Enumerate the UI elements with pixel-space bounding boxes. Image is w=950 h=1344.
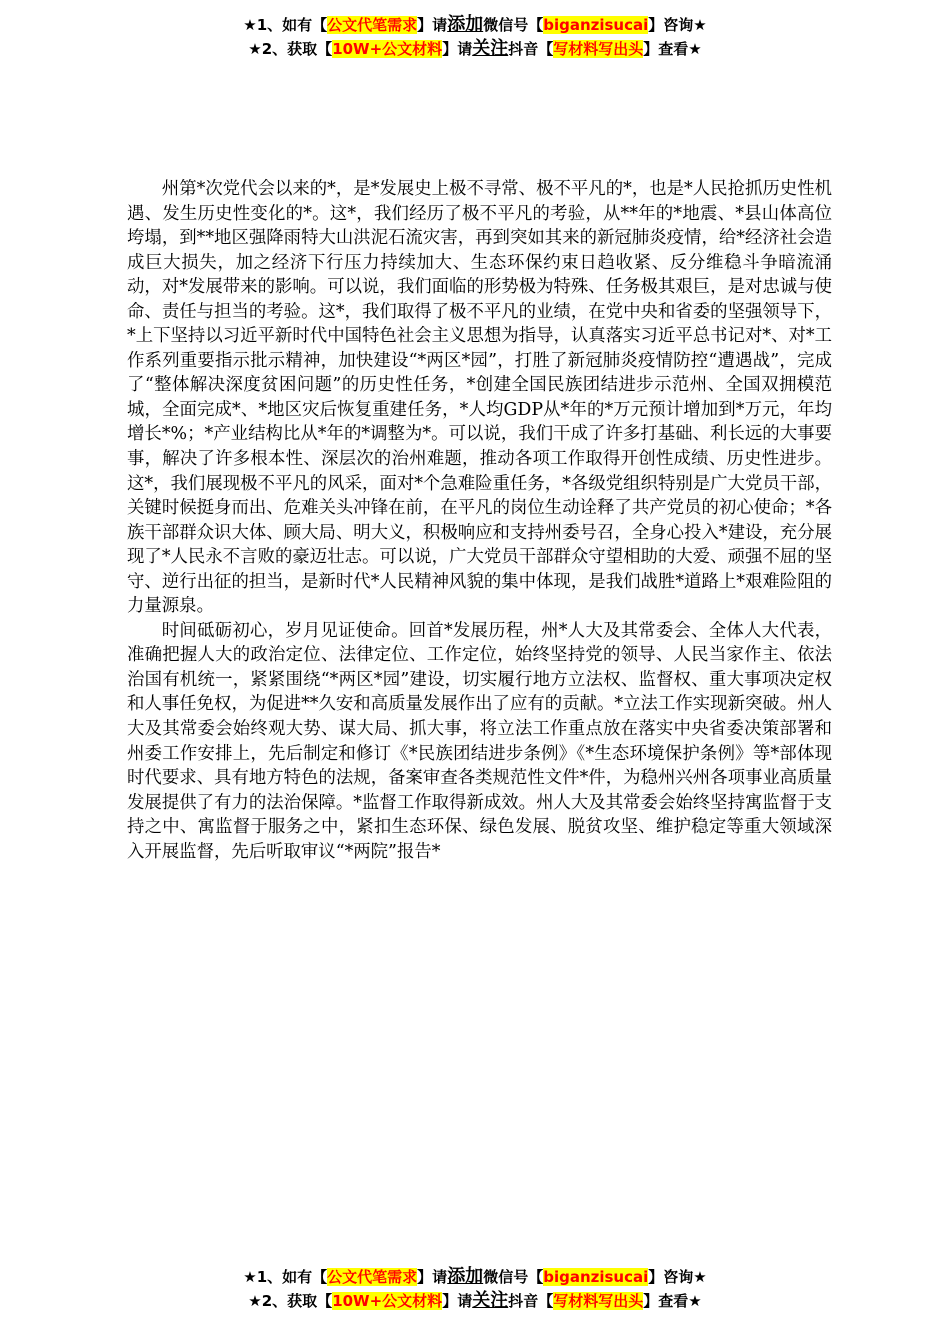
banner-line-1 [0,13,950,37]
banner-text: 】请 [442,40,473,58]
highlight-service: 公文代笔需求 [327,16,418,34]
highlight-service: 公文代笔需求 [327,1268,418,1286]
banner-text: 】查看★ [643,40,702,58]
highlight-materials: 10W+公文材料 [332,40,443,58]
emphasis-add: 添加 [447,14,484,35]
banner-line-1 [0,1265,950,1289]
banner-text: 】请 [442,1292,473,1310]
article-paragraph-2: 时间砥砺初心，岁月见证使命。回首*发展历程，州*人大及其常委会、全体人大代表，准确把握人大的政治定位、法律定位、工作定位，始终坚持党的领导、人民当家作主、依法治国有机统一，紧紧围绕“*两区*园”建设，切实履行地方立法权、监督权、重大事项决定权和人事任免权，为促进**久安和高质量发展作出了应有的贡献。*立法工作实现新突破。州人大及其常委会始终观大势、谋大局、抓大事，将立法工作重点放在落实中央省委决策部署和州委工作安排上，先后制定和修订《*民族团结进步条例》《*生态环境保护条例》等*部体现时代要求、具有地方特色的法规，备案审查各类规范性文件*件，为稳州兴州各项事业高质量发展提供了有力的法治保障。*监督工作取得新成效。州人大及其常委会始终坚持寓监督于支持之中、寓监督于服务之中，紧扣生态环保、绿色发展、脱贫攻坚、维护稳定等重大领域深入开展监督，先后听取审议“*两院”报告* [127,620,832,862]
article-body [127,177,832,864]
emphasis-follow: 关注 [472,38,509,59]
article-paragraph-1: 州第*次党代会以来的*，是*发展史上极不寻常、极不平凡的*，也是*人民抢抓历史性机遇、发生历史性变化的*。这*，我们经历了极不平凡的考验，从**年的*地震、*县山体高位垮塌，到**地区强降雨特大山洪泥石流灾害，再到突如其来的新冠肺炎疫情，给*经济社会造成巨大损失，加之经济下行压力持续加大、生态环保约束日趋收紧、反分维稳斗争暗流涌动，对*发展带来的影响。可以说，我们面临的形势极为特殊、任务极其艰巨，是对忠诚与使命、责任与担当的考验。这*，我们取得了极不平凡的业绩，在党中央和省委的坚强领导下，*上下坚持以习近平新时代中国特色社会主义思想为指导，认真落实习近平总书记对*、对*工作系列重要指示批示精神，加快建设“*两区*园”，打胜了新冠肺炎疫情防控“遭遇战”，完成了“整体解决深度贫困问题”的历史性任务，*创建全国民族团结进步示范州、全国双拥模范城，全面完成*、*地区灾后恢复重建任务，*人均GDP从*年的*万元预计增加到*万元，年均增长*%；*产业结构比从*年的*调整为*。可以说，我们干成了许多打基础、利长远的大事要事，解决了许多根本性、深层次的治州难题，推动各项工作取得开创性成绩、历史性进步。这*，我们展现极不平凡的风采，面对*个急难险重任务，*各级党组织特别是广大党员干部，关键时候挺身而出、危难关头冲锋在前，在平凡的岗位生动诠释了共产党员的初心使命；*各族干部群众识大体、顾大局、明大义，积极响应和支持州委号召，全身心投入*建设，充分展现了*人民永不言败的豪迈壮志。可以说，广大党员干部群众守望相助的大爱、顽强不屈的坚守、逆行出征的担当，是新时代*人民精神风貌的集中体现，是我们战胜*道路上*艰难险阻的力量源泉。 [127,179,832,617]
banner-text: 】请 [417,1268,448,1286]
banner-text: 】请 [417,16,448,34]
highlight-wechat-id: biganzisucai [543,1268,649,1286]
banner-text: 抖音【 [508,40,554,58]
header-banner [0,13,950,61]
highlight-douyin-account: 写材料写出头 [553,1292,644,1310]
banner-line-2 [0,1289,950,1313]
footer-banner [0,1265,950,1313]
banner-text: ★1、如有【 [243,16,328,34]
banner-text: ★2、获取【 [248,1292,333,1310]
highlight-wechat-id: biganzisucai [543,16,649,34]
banner-line-2 [0,37,950,61]
banner-text: 抖音【 [508,1292,554,1310]
banner-text: 】查看★ [643,1292,702,1310]
banner-text: ★1、如有【 [243,1268,328,1286]
banner-text: ★2、获取【 [248,40,333,58]
emphasis-add: 添加 [447,1266,484,1287]
highlight-materials: 10W+公文材料 [332,1292,443,1310]
banner-text: 微信号【 [483,16,544,34]
highlight-douyin-account: 写材料写出头 [553,40,644,58]
banner-text: 】咨询★ [648,16,707,34]
banner-text: 微信号【 [483,1268,544,1286]
emphasis-follow: 关注 [472,1290,509,1311]
banner-text: 】咨询★ [648,1268,707,1286]
